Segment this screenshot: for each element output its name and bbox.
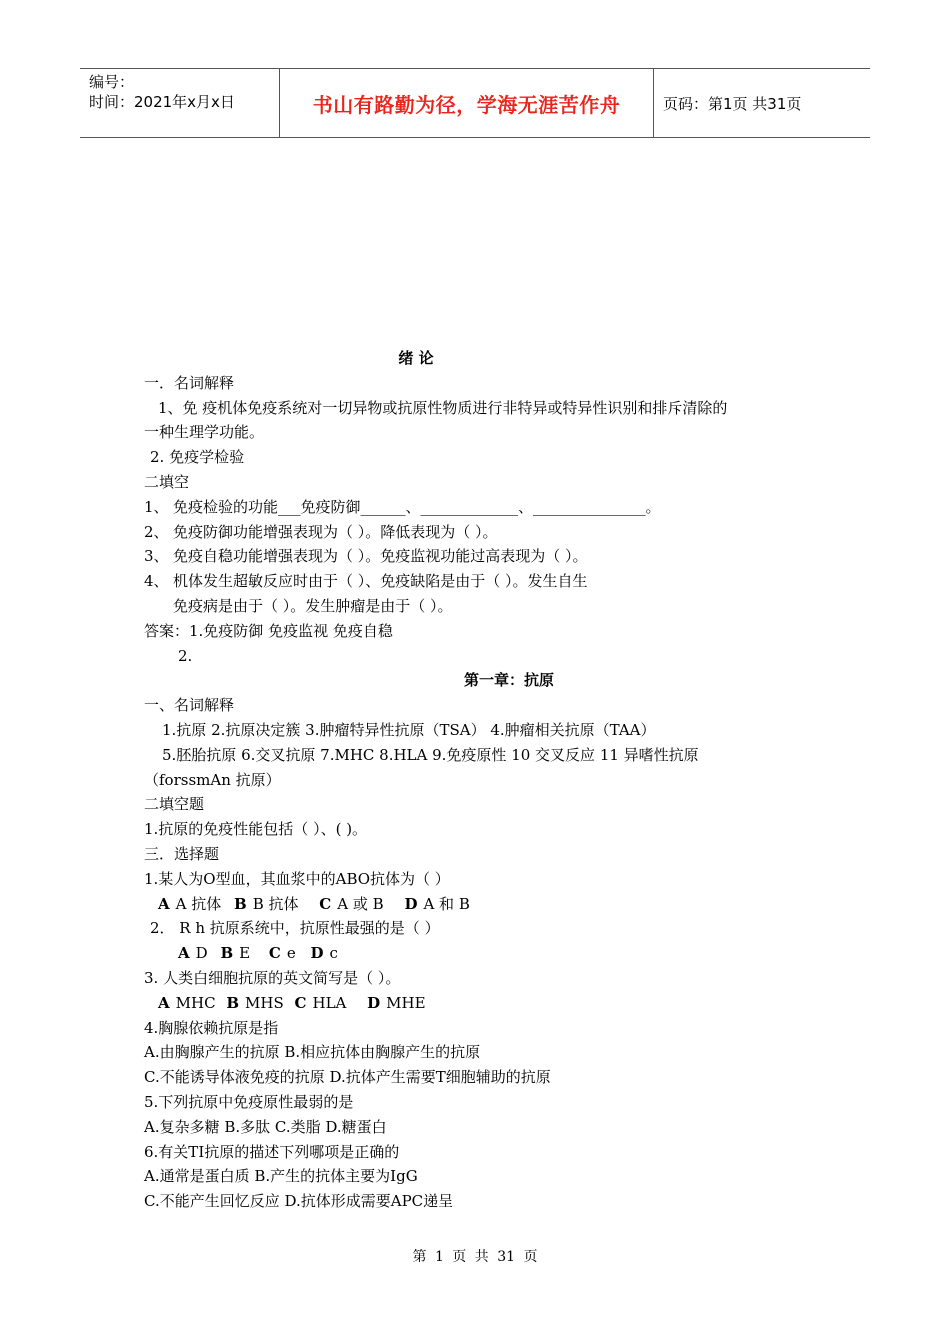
option-text: A 或 B	[337, 894, 384, 913]
option-text: MHC	[175, 993, 216, 1012]
fill-num: 3、	[144, 547, 169, 566]
question-6-options-a: A.通常是蛋白质 B.产生的抗体主要为IgG	[144, 1167, 418, 1186]
option-text: A 和 B	[423, 894, 470, 913]
code-label: 编号：	[89, 73, 135, 91]
ch1-section-choice: 三．选择题	[144, 844, 220, 863]
question-6: 6.有关TI抗原的描述下列哪项是正确的	[144, 1142, 400, 1161]
intro-section-fill: 二填空	[144, 472, 190, 491]
option-letter: A	[178, 944, 190, 963]
option-text: A 抗体	[175, 894, 222, 913]
ch1-section-fill: 二填空题	[144, 795, 205, 814]
header-meta	[80, 69, 280, 137]
fill-text: 免疫防御功能增强表现为（ ）。降低表现为（ ）。	[173, 522, 498, 541]
question-3: 3. 人类白细胞抗原的英文简写是（ ）。	[144, 968, 401, 987]
ch1-terms-line2: 5.胚胎抗原 6.交叉抗原 7.MHC 8.HLA 9.免疫原性 10 交叉反应 11 异嗜性抗原	[162, 745, 699, 764]
time-label: 时间：2021年x月x日	[89, 93, 235, 111]
question-2-options	[144, 941, 808, 966]
option-text: MHE	[386, 993, 426, 1012]
option-letter: D	[367, 993, 381, 1012]
intro-section-terms: 一．名词解释	[144, 373, 235, 392]
question-1: 1.某人为O型血，其血浆中的ABO抗体为（ ）	[144, 869, 450, 888]
question-4-options-a: A.由胸腺产生的抗原 B.相应抗体由胸腺产生的抗原	[144, 1043, 481, 1062]
fill-num: 1、	[144, 497, 169, 516]
header-page-info	[654, 69, 870, 137]
ch1-terms-line1: 1.抗原 2.抗原决定簇 3.肿瘤特异性抗原（TSA） 4.肿瘤相关抗原（TAA）	[162, 720, 656, 739]
intro-fill-2	[144, 520, 808, 545]
question-2: 2． R h 抗原系统中，抗原性最强的是（ ）	[150, 919, 440, 938]
page-footer: 第 1 页 共 31 页	[412, 1249, 538, 1265]
page-header	[80, 68, 870, 138]
fill-num: 2、	[144, 522, 169, 541]
document-body	[144, 346, 808, 1214]
option-text: D	[195, 944, 208, 963]
option-letter: C	[268, 944, 281, 963]
option-text: B 抗体	[252, 894, 299, 913]
header-motto-cell	[280, 69, 654, 137]
fill-num: 4、	[144, 572, 169, 591]
intro-term-2: 2. 免疫学检验	[150, 448, 245, 467]
intro-term-1-line1: 1、免 疫机体免疫系统对一切异物或抗原性物质进行非特异或特异性识别和排斥清除的	[158, 398, 728, 417]
fill-text: 机体发生超敏反应时由于（ ）、免疫缺陷是由于（ ）。发生自生	[173, 572, 588, 591]
option-text: c	[329, 944, 338, 963]
question-6-options-b: C.不能产生回忆反应 D.抗体形成需要APC递呈	[144, 1192, 454, 1211]
option-letter: B	[226, 993, 240, 1012]
question-4: 4.胸腺依赖抗原是指	[144, 1018, 279, 1037]
ch1-fill-1: 1.抗原的免疫性能包括（ ）、( )。	[144, 820, 368, 839]
fill-text: 免疫自稳功能增强表现为（ ）。免疫监视功能过高表现为（ ）。	[173, 547, 588, 566]
fill-text: 免疫检验的功能___免疫防御______、_____________、_______________。	[173, 497, 661, 516]
option-letter: D	[310, 944, 324, 963]
option-letter: C	[319, 894, 332, 913]
intro-title: 绪 论	[398, 349, 434, 367]
option-letter: B	[234, 894, 247, 913]
option-letter: A	[158, 993, 170, 1012]
option-text: HLA	[312, 993, 347, 1012]
intro-fill-1	[144, 495, 808, 520]
intro-fill-4	[144, 569, 808, 594]
chapter1-title: 第一章：抗原	[463, 671, 554, 690]
intro-fill-3	[144, 544, 808, 569]
question-3-options	[144, 991, 808, 1016]
ch1-terms-line3: （forssmAn 抗原）	[144, 770, 281, 789]
option-text: E	[239, 944, 251, 963]
option-letter: C	[294, 993, 307, 1012]
option-letter: D	[404, 894, 418, 913]
option-text: MHS	[245, 993, 284, 1012]
option-text: e	[286, 944, 296, 963]
option-letter: B	[220, 944, 234, 963]
question-1-options	[144, 892, 808, 917]
ch1-section-terms: 一、名词解释	[144, 696, 235, 715]
question-4-options-b: C.不能诱导体液免疫的抗原 D.抗体产生需要T细胞辅助的抗原	[144, 1068, 551, 1087]
option-letter: A	[158, 894, 170, 913]
intro-answer-2: 2.	[178, 646, 193, 665]
question-5: 5.下列抗原中免疫原性最弱的是	[144, 1092, 354, 1111]
question-5-options: A.复杂多糖 B.多肽 C.类脂 D.糖蛋白	[144, 1117, 387, 1136]
intro-answer: 答案：1.免疫防御 免疫监视 免疫自稳	[144, 621, 393, 640]
motto: 书山有路勤为径，学海无涯苦作舟	[312, 92, 621, 117]
intro-fill-4-line2: 免疫病是由于（ ）。发生肿瘤是由于（ ）。	[173, 596, 453, 615]
intro-term-1-line2: 一种生理学功能。	[144, 423, 265, 442]
page-info: 页码：第1页 共31页	[663, 94, 802, 113]
